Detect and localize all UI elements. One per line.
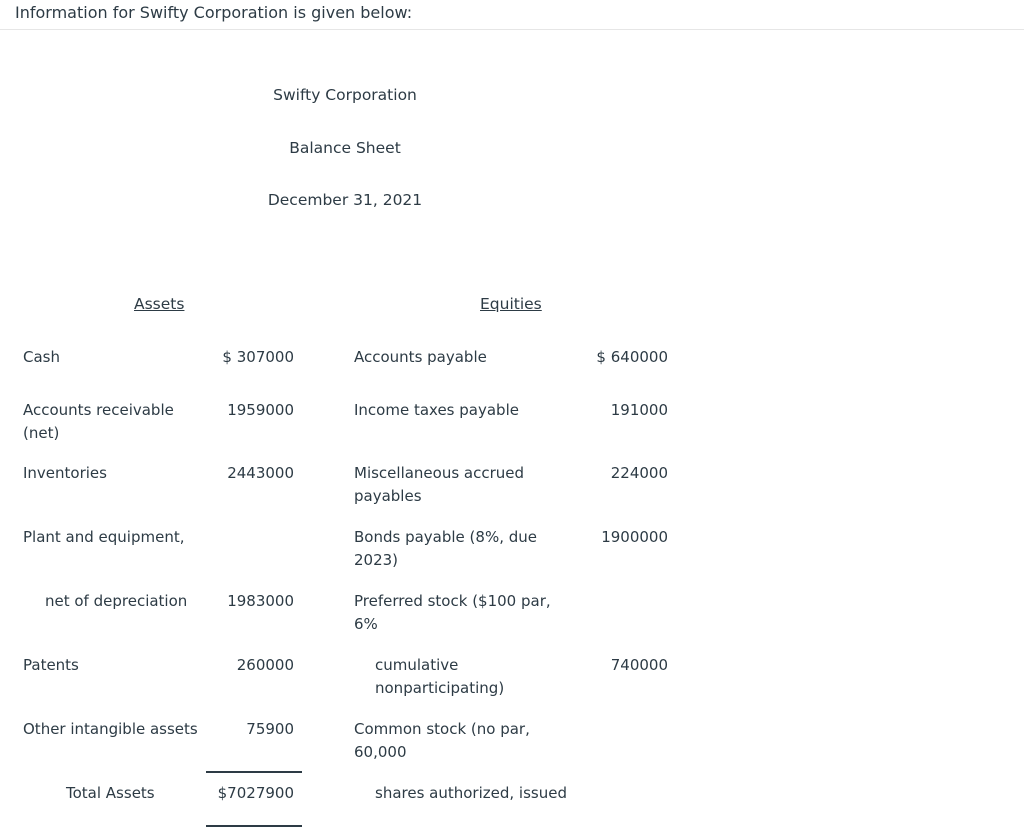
equity-amount-income-taxes: 191000 xyxy=(610,401,668,419)
equity-amount-accounts-payable: $ 640000 xyxy=(596,348,668,366)
equities-heading: Equities xyxy=(480,295,542,313)
subtotal-rule xyxy=(206,771,302,773)
equity-label-income-taxes: Income taxes payable xyxy=(354,401,519,419)
asset-label-total: Total Assets xyxy=(66,784,155,802)
asset-amount-cash: $ 307000 xyxy=(222,348,294,366)
company-name: Swifty Corporation xyxy=(273,86,417,104)
equity-label-shares-authorized: shares authorized, issued xyxy=(375,784,567,802)
equity-label-bonds-payable: Bonds payable (8%, due 2023) xyxy=(354,528,537,569)
statement-title: Balance Sheet xyxy=(289,139,401,157)
asset-label-plant-equipment: Plant and equipment, xyxy=(23,528,185,546)
asset-amount-patents: 260000 xyxy=(236,656,294,674)
asset-label-inventories: Inventories xyxy=(23,464,107,482)
statement-date: December 31, 2021 xyxy=(267,191,423,209)
equity-amount-bonds-payable: 1900000 xyxy=(601,528,668,546)
equity-label-accounts-payable: Accounts payable xyxy=(354,348,487,366)
asset-label-net-depreciation: net of depreciation xyxy=(45,592,188,610)
asset-label-other-intangibles: Other intangible assets xyxy=(23,720,198,738)
assets-heading: Assets xyxy=(134,295,185,313)
asset-amount-accounts-receivable: 1959000 xyxy=(227,401,294,419)
equity-label-cumulative: cumulative nonparticipating) xyxy=(375,656,505,697)
equity-label-misc-accrued: Miscellaneous accrued payables xyxy=(354,464,525,505)
equity-amount-cumulative: 740000 xyxy=(610,656,668,674)
header-divider xyxy=(0,29,1024,30)
equity-label-common-stock: Common stock (no par, 60,000 xyxy=(354,720,530,761)
equity-label-preferred-stock: Preferred stock ($100 par, 6% xyxy=(354,592,551,633)
asset-amount-inventories: 2443000 xyxy=(227,464,294,482)
asset-label-accounts-receivable: Accounts receivable (net) xyxy=(23,401,174,442)
equity-amount-misc-accrued: 224000 xyxy=(610,464,668,482)
total-rule xyxy=(206,825,302,827)
intro-text: Information for Swifty Corporation is given below: xyxy=(15,3,413,22)
asset-label-cash: Cash xyxy=(23,348,60,366)
asset-amount-other-intangibles: 75900 xyxy=(246,720,294,738)
asset-amount-net-depreciation: 1983000 xyxy=(227,592,294,610)
asset-amount-total: $7027900 xyxy=(217,784,294,802)
asset-label-patents: Patents xyxy=(23,656,79,674)
